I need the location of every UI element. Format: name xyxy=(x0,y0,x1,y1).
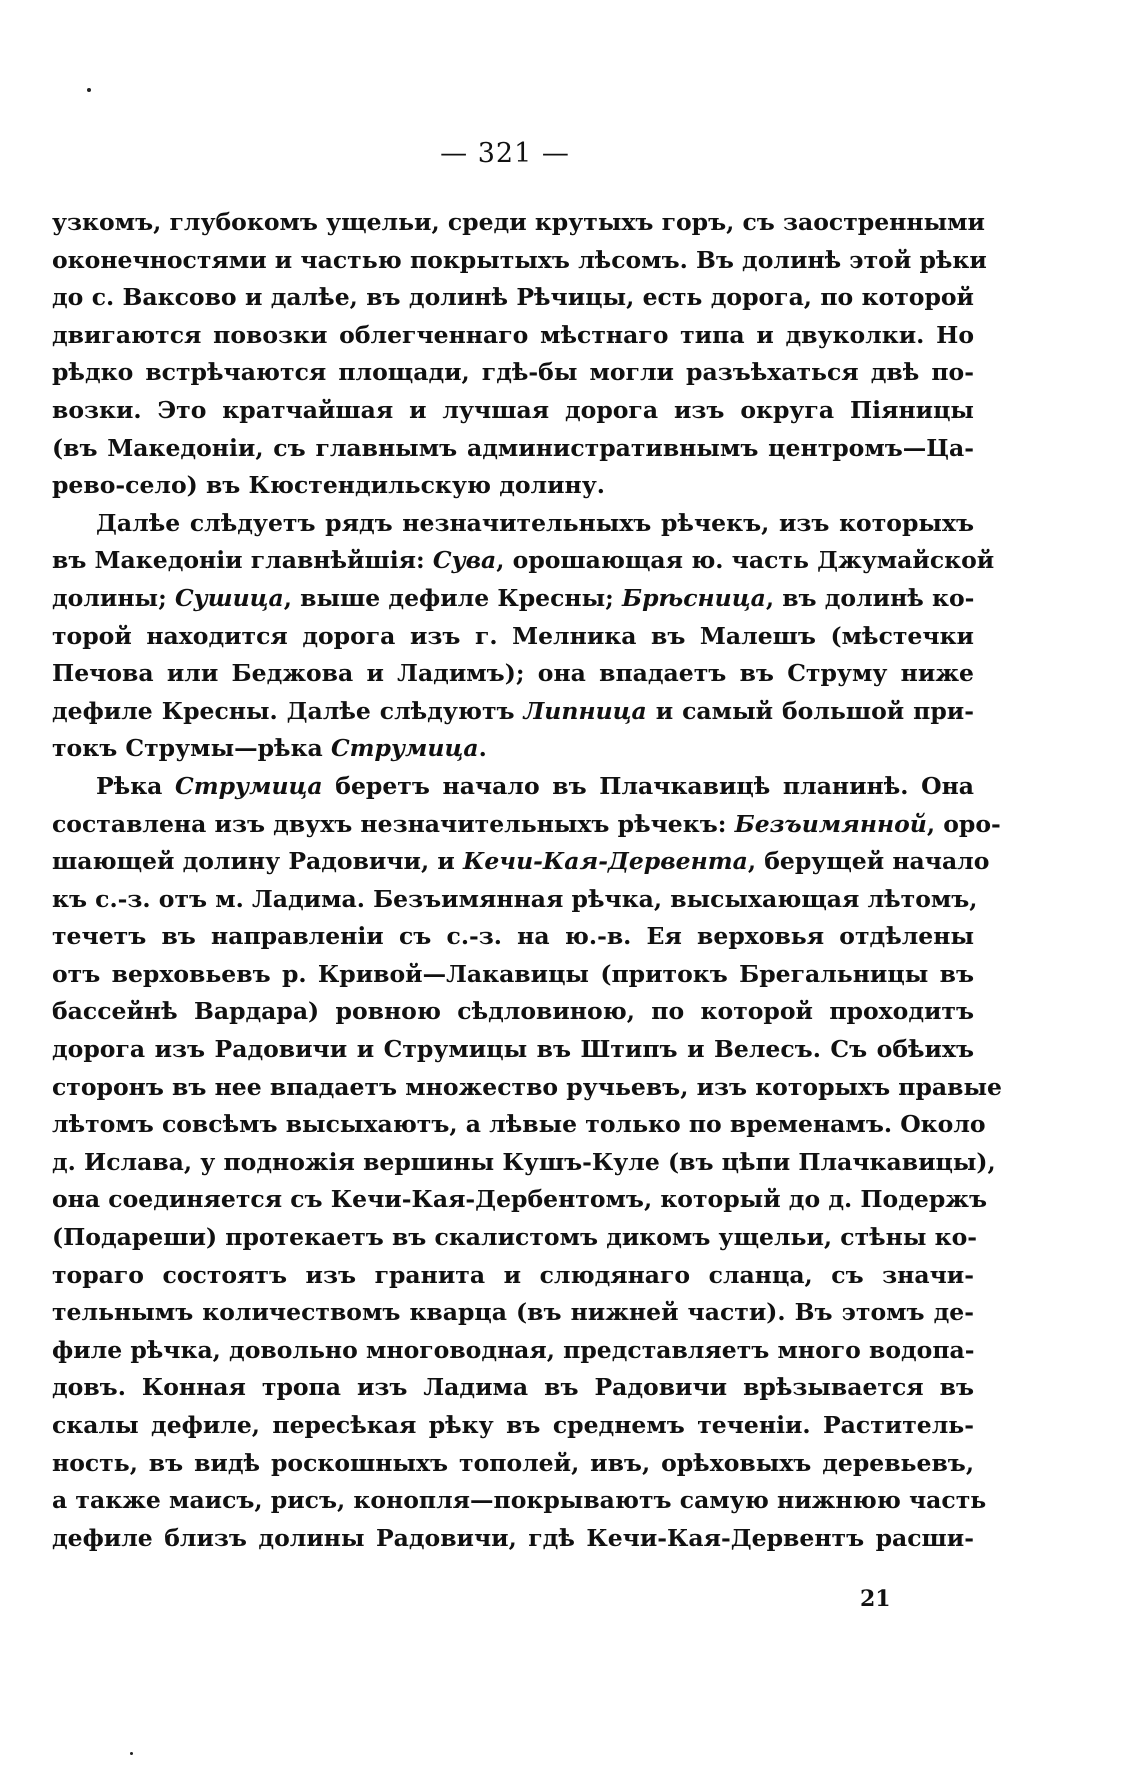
text-line: (въ Македоніи, съ главнымъ административнымъ центромъ—Ца- xyxy=(52,433,974,462)
text-line: ность, въ видѣ роскошныхъ тополей, ивъ, орѣховыхъ деревьевъ, xyxy=(52,1448,974,1477)
text-line: она соединяется съ Кечи-Кая-Дербентомъ, который до д. Подержъ xyxy=(52,1185,988,1214)
text-line: къ с.-з. отъ м. Ладима. Безъимянная рѣчка, высыхающая лѣтомъ, xyxy=(52,884,978,913)
text-line: скалы дефиле, пересѣкая рѣку въ среднемъ теченіи. Раститель- xyxy=(52,1411,974,1439)
paragraph xyxy=(52,204,987,505)
text-line: Рѣка Струмица беретъ начало въ Плачкавицѣ планинѣ. Она xyxy=(96,771,974,800)
text-line: дефиле близъ долины Радовичи, гдѣ Кечи-Кая-Дервентъ расши- xyxy=(52,1523,974,1552)
text-line: возки. Это кратчайшая и лучшая дорога изъ округа Піяницы xyxy=(52,395,974,424)
body-text xyxy=(52,204,1002,1557)
river-name: Безъимянной xyxy=(734,809,927,838)
text-line: въ Македоніи главнѣйшія: Сува, орошающая ю. часть Джумайской xyxy=(52,546,995,575)
text-line: бассейнѣ Вардара) ровною сѣдловиною, по которой проходитъ xyxy=(52,997,974,1026)
text-line: течетъ въ направленіи съ с.-з. на ю.-в. Ея верховья отдѣлены xyxy=(52,922,974,951)
text-line: (Подареши) протекаетъ въ скалистомъ дикомъ ущельи, стѣны ко- xyxy=(52,1223,978,1252)
text-line: составлена изъ двухъ незначительныхъ рѣчекъ: Безъимянной, оро- xyxy=(52,809,1001,838)
text-line: тораго состоятъ изъ гранита и слюдянаго сланца, съ значи- xyxy=(52,1260,974,1289)
river-name: Брѣсница xyxy=(622,583,766,612)
text-line: рево-село) въ Кюстендильскую долину. xyxy=(52,471,605,500)
text-line: Далѣе слѣдуетъ рядъ незначительныхъ рѣчекъ, изъ которыхъ xyxy=(96,508,974,537)
text-line: филе рѣчка, довольно многоводная, представляетъ много водопа- xyxy=(52,1335,975,1364)
text-line: долины; Сушица, выше дефиле Кресны; Брѣсница, въ долинѣ ко- xyxy=(52,583,975,612)
paragraph xyxy=(52,505,995,768)
text-line: токъ Струмы—рѣка Струмица. xyxy=(52,734,487,763)
text-line: довъ. Конная тропа изъ Ладима въ Радовичи врѣзывается въ xyxy=(52,1373,974,1402)
text-line: шающей долину Радовичи, и Кечи-Кая-Дервента, берущей начало xyxy=(52,847,990,876)
signature-mark: 21 xyxy=(860,1586,891,1612)
river-name: Струмица xyxy=(330,734,479,763)
text-line: тельнымъ количествомъ кварца (въ нижней части). Въ этомъ де- xyxy=(52,1298,974,1327)
text-line: до с. Ваксово и далѣе, въ долинѣ Рѣчицы, есть дорога, по которой xyxy=(52,283,974,312)
river-name: Сува xyxy=(432,546,497,575)
text-line: Печова или Беджова и Ладимъ); она впадаетъ въ Струму ниже xyxy=(52,659,974,688)
river-name: Сушица xyxy=(174,583,284,612)
text-line: рѣдко встрѣчаются площади, гдѣ-бы могли разъѣхаться двѣ по- xyxy=(52,358,974,387)
river-name: Струмица xyxy=(175,771,323,800)
page-number: — 321 — xyxy=(440,138,570,169)
text-line: узкомъ, глубокомъ ущельи, среди крутыхъ горъ, съ заостренными xyxy=(52,208,985,236)
text-line: а также маисъ, рисъ, конопля—покрываютъ самую нижнюю часть xyxy=(52,1486,987,1515)
text-line: дорога изъ Радовичи и Струмицы въ Штипъ и Велесъ. Съ обѣихъ xyxy=(52,1035,974,1064)
scan-speck xyxy=(130,1752,133,1755)
text-line: отъ верховьевъ р. Кривой—Лакавицы (притокъ Брегальницы въ xyxy=(52,959,974,988)
text-line: оконечностями и частью покрытыхъ лѣсомъ. Въ долинѣ этой рѣки xyxy=(52,245,987,274)
scan-speck xyxy=(87,88,91,92)
text-line: торой находится дорога изъ г. Мелника въ Малешъ (мѣстечки xyxy=(52,621,974,650)
text-line: дефиле Кресны. Далѣе слѣдуютъ Липница и самый большой при- xyxy=(52,696,974,725)
text-line: сторонъ въ нее впадаетъ множество ручьевъ, изъ которыхъ правые xyxy=(52,1072,1002,1101)
text-line: двигаются повозки облегченнаго мѣстнаго типа и двуколки. Но xyxy=(52,320,974,349)
river-name: Липница xyxy=(523,696,647,725)
text-line: лѣтомъ совсѣмъ высыхаютъ, а лѣвые только по временамъ. Около xyxy=(52,1110,986,1139)
paragraph xyxy=(52,768,1002,1557)
river-name: Кечи-Кая-Дервента xyxy=(462,847,748,876)
text-line: д. Ислава, у подножія вершины Кушъ-Куле (въ цѣпи Плачкавицы), xyxy=(52,1147,996,1176)
